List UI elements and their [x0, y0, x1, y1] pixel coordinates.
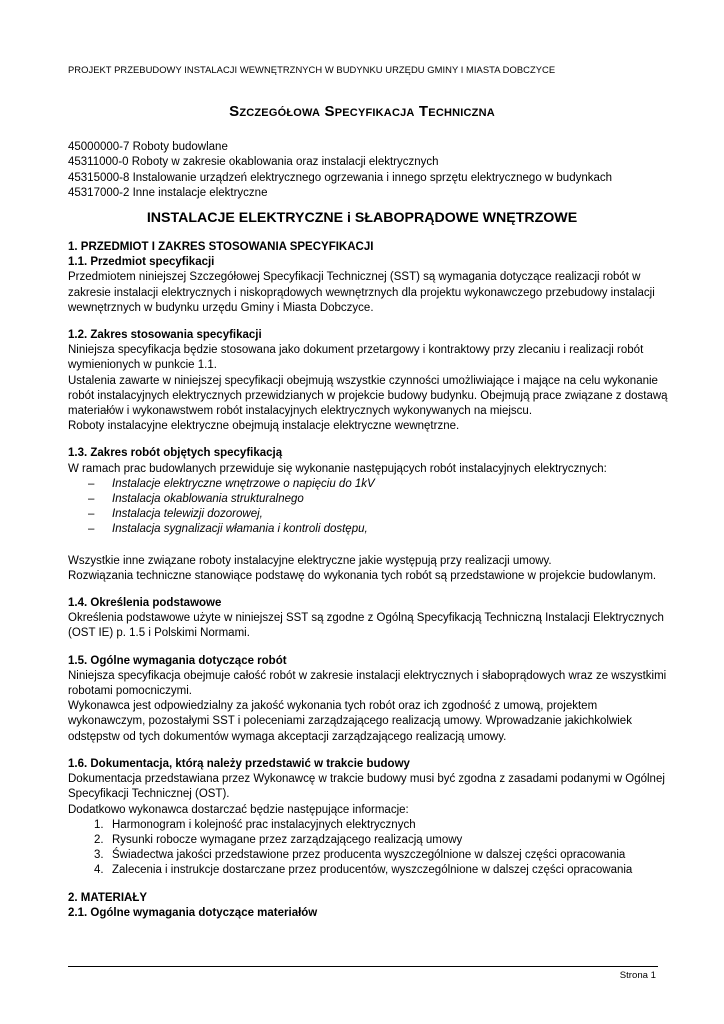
list-item: 4. Zalecenia i instrukcje dostarczane przez producentów, wyszczególnione w dalszej części opracowania [94, 864, 633, 877]
section-1-6-paragraph: Dokumentacja przedstawiana przez Wykonawcę w trakcie budowy musi być zgodna z zasadami podanymi w Ogólnej Specyfikacji Technicznej (OST). [68, 773, 665, 801]
section-1-1-text: Przedmiotem niniejszej Szczegółowej Specyfikacji Technicznej (SST) są wymagania dotyczące realizacji robót w zakresie instalacji elektrycznych i niskoprądowych wewnętrznych dla projektu wykonawczego przebudowy instalacji wewnętrznych w budynku urzędu Gminy i Miasta Dobczyce. [68, 271, 655, 314]
cpv-code-list [68, 140, 612, 202]
list-item: 3. Świadectwa jakości przedstawione przez producenta wyszczególnione w dalszej części opracowania [94, 849, 626, 862]
scope-list [68, 477, 668, 538]
section-1-4-text: Określenia podstawowe użyte w niniejszej SST są zgodne z Ogólną Specyfikacją Techniczną Instalacji Elektrycznych (OST IE) p. 1.5 i Polskimi Normami. [68, 612, 664, 640]
section-1-3-paragraph: Wszystkie inne związane roboty instalacyjne elektryczne jakie występują przy realizacji umowy. [68, 554, 552, 567]
cpv-code: 45000000-7 Roboty budowlane [68, 141, 228, 153]
section-1-3-heading: 1.3. Zakres robót objętych specyfikacją [68, 447, 283, 460]
project-header: PROJEKT PRZEBUDOWY INSTALACJI WEWNĘTRZNYCH W BUDYNKU URZĘDU GMINY I MIASTA DOBCZYCE [68, 64, 556, 75]
section-2-heading: 2. MATERIAŁY [68, 891, 148, 904]
section-1-1-heading: 1.1. Przedmiot specyfikacji [68, 256, 215, 269]
list-item: – Instalacja telewizji dozorowej, [68, 507, 668, 522]
documentation-list [68, 818, 668, 879]
dash-bullet: – [88, 523, 95, 536]
dash-bullet: – [88, 493, 95, 506]
cpv-code: 45317000-2 Inne instalacje elektryczne [68, 187, 268, 200]
cpv-code: 45311000-0 Roboty w zakresie okablowania oraz instalacji elektrycznych [68, 156, 439, 169]
section-1-2-paragraph: Ustalenia zawarte w niniejszej specyfikacji obejmują wszystkie czynności umożliwiające i mające na celu wykonanie robót instalacyjnych elektrycznych przewidzianych w projekcie budowy budynku. Obejmują prace związane z dostawą materiałów i wykonawstwem robót instalacyjnych elektrycznych wykonywanych na miejscu. [68, 374, 668, 418]
section-1-3-intro: W ramach prac budowlanych przewiduje się wykonanie następujących robót instalacyjnych elektrycznych: [68, 462, 607, 475]
document-body [68, 240, 668, 921]
dash-bullet: – [88, 508, 95, 521]
section-1-6-heading: 1.6. Dokumentacja, którą należy przedstawić w trakcie budowy [68, 757, 410, 770]
dash-bullet: – [88, 477, 95, 490]
section-1-2-paragraph: Niniejsza specyfikacja będzie stosowana jako dokument przetargowy i kontraktowy przy zlecaniu i realizacji robót wymienionych w punkcie 1.1. [68, 344, 644, 372]
section-1-3-paragraph: Rozwiązania techniczne stanowiące podstawę do wykonania tych robót są przedstawione w projekcie budowlanym. [68, 569, 657, 582]
section-2-1-heading: 2.1. Ogólne wymagania dotyczące materiałów [68, 906, 318, 919]
section-1-2-heading: 1.2. Zakres stosowania specyfikacji [68, 329, 262, 342]
list-item: 1. Harmonogram i kolejność prac instalacyjnych elektrycznych [94, 818, 416, 831]
list-item: 2. Rysunki robocze wymagane przez zarządzającego realizacją umowy [94, 833, 463, 846]
section-1-4-heading: 1.4. Określenia podstawowe [68, 597, 222, 610]
list-item: – Instalacje elektryczne wnętrzowe o napięciu do 1kV [68, 477, 668, 492]
section-1-5-heading: 1.5. Ogólne wymagania dotyczące robót [68, 654, 287, 667]
section-subtitle: INSTALACJE ELEKTRYCZNE i SŁABOPRĄDOWE WNĘTRZOWE [146, 210, 578, 226]
cpv-code: 45315000-8 Instalowanie urządzeń elektrycznego ogrzewania i innego sprzętu elektrycznego w budynkach [68, 171, 613, 184]
section-1-heading: 1. PRZEDMIOT I ZAKRES STOSOWANIA SPECYFIKACJI [68, 241, 374, 253]
page-number: Strona 1 [619, 970, 656, 981]
footer-divider [68, 966, 658, 967]
section-1-6-paragraph: Dodatkowo wykonawca dostarczać będzie następujące informacje: [68, 803, 409, 816]
section-1-5-paragraph: Niniejsza specyfikacja obejmuje całość robót w zakresie instalacji elektrycznych i słaboprądowych wraz ze wszystkimi robotami pomocniczymi. [68, 669, 667, 698]
document-title: Szczegółowa Specyfikacja Techniczna [229, 103, 495, 120]
section-1-5-paragraph: Wykonawca jest odpowiedzialny za jakość wykonania tych robót oraz ich zgodność z umową, projektem wykonawczym, pozostałymi SST i poleceniami zarządzającego realizacją umowy. Wprowadzanie jakichkolwiek odstępstw od tych dokumentów wymaga akceptacji zarządzającego realizacją umowy. [68, 700, 632, 743]
list-item: – Instalacja okablowania strukturalnego [68, 492, 668, 507]
section-1-2-paragraph: Roboty instalacyjne elektryczne obejmują instalacje elektryczne wewnętrzne. [68, 420, 460, 433]
list-item: – Instalacja sygnalizacji włamania i kontroli dostępu, [68, 522, 668, 537]
